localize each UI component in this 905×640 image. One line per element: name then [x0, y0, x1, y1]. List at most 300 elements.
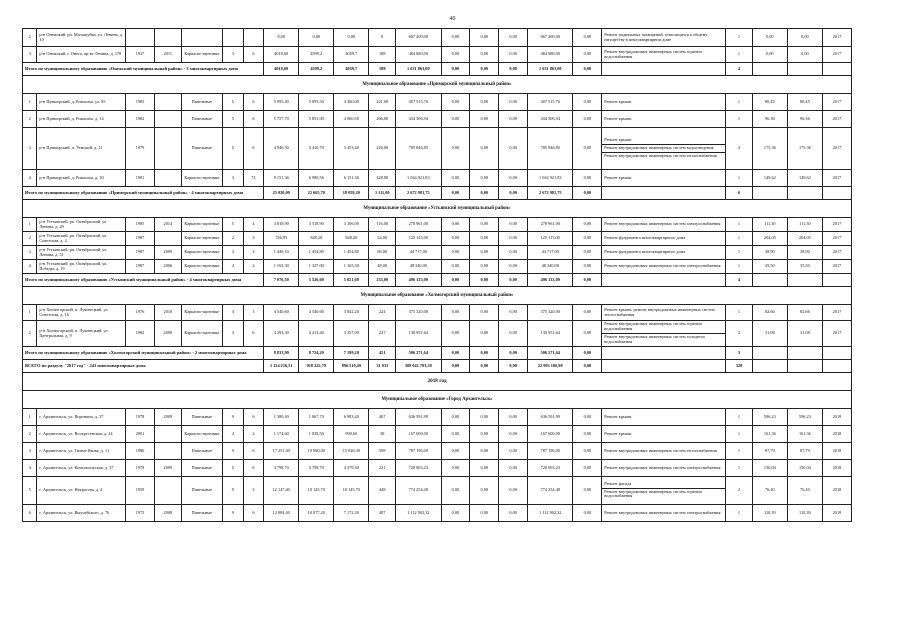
area-residential: 3 453,40: [334, 128, 369, 170]
cost-other: 0,00: [573, 128, 602, 170]
total-area: 0,00: [264, 29, 299, 47]
row-number: 2: [23, 232, 37, 246]
residents: 233,00: [369, 274, 396, 287]
cost-total: 434 306,94: [396, 111, 441, 128]
unit-cost: 80,45: [752, 94, 787, 111]
year-built: 1987: [126, 246, 155, 260]
work-types: [602, 128, 726, 170]
cost-regional: 0,00: [470, 274, 499, 287]
residents: 487: [369, 505, 396, 522]
year-last-repair: [154, 477, 181, 505]
unit-cost: 76,40: [752, 477, 787, 505]
work-item: Ремонт крыши: [604, 98, 632, 104]
area-residential: 1 165,30: [334, 260, 369, 274]
unit-cost: [752, 347, 787, 360]
house-address: р-н Устьянский, рп. Октябрьский, ул. Ленина, д. 51: [37, 246, 126, 260]
year-last-repair: 2009: [154, 460, 181, 477]
floors: 5: [222, 94, 243, 111]
total-area: 4 293,30: [264, 321, 299, 347]
unit-cost-limit: 38,90: [787, 246, 822, 260]
work-list: [604, 249, 723, 256]
entrances: 6: [243, 505, 264, 522]
area-premises: 5 851,00: [299, 111, 334, 128]
work-count: 1: [726, 170, 753, 187]
area-premises: 22 665,70: [299, 187, 334, 200]
work-list: [604, 49, 723, 61]
table-row: [23, 321, 852, 347]
year-last-repair: 2008: [154, 505, 181, 522]
row-number: 2: [23, 426, 37, 443]
row-number: 4: [23, 260, 37, 274]
table-row: [23, 94, 852, 111]
area-residential: 10 145,70: [334, 477, 369, 505]
unit-cost-limit: 96,36: [787, 111, 822, 128]
cost-other: 0,00: [573, 47, 602, 63]
year-last-repair: 2006: [154, 260, 181, 274]
table-row: [23, 305, 852, 321]
year-built: 1982: [126, 111, 155, 128]
unit-cost-limit: 87,79: [787, 443, 822, 460]
subtotal-row: [23, 274, 852, 287]
house-address: р-н Устьянский, рп. Октябрьский, ул. Ленина, д. 49: [37, 218, 126, 232]
cost-total: 407 515,76: [396, 94, 441, 111]
area-residential: 3 306,00: [334, 218, 369, 232]
area-premises: 4599,2: [299, 63, 334, 76]
house-address: г. Архангельск, ул. Воскресенская, д. 24: [37, 426, 126, 443]
work-list: [604, 321, 723, 346]
cost-other: 0,00: [573, 443, 602, 460]
unit-cost: 596,23: [752, 409, 787, 426]
municipality-header-label: Муниципальное образование «Приморский муниципальный район»: [23, 76, 852, 94]
work-count: 2: [726, 477, 753, 505]
entrances: 2: [243, 260, 264, 274]
subtotal-label: Итого по муниципальному образованию «Устьянский муниципальный район» - 4 многоквартирных дома: [23, 274, 264, 287]
row-number: 4: [23, 460, 37, 477]
cost-federal: 0,00: [441, 29, 470, 47]
area-premises: 5 095,50: [299, 94, 334, 111]
unit-cost-limit: 111,30: [787, 218, 822, 232]
area-residential: 7 199,20: [334, 347, 369, 360]
year-last-repair: 2011: [154, 47, 181, 63]
cost-federal: 0,00: [441, 246, 470, 260]
work-count: 1: [726, 443, 753, 460]
wall-material: Панельные: [181, 477, 222, 505]
unit-cost: 149,62: [752, 170, 787, 187]
total-area: 4018,60: [264, 63, 299, 76]
area-premises: 1 067,70: [299, 409, 334, 426]
floors: 9: [222, 443, 243, 460]
residents: 448: [369, 477, 396, 505]
area-residential: 990,60: [334, 426, 369, 443]
residents: 1 111,00: [369, 187, 396, 200]
area-residential: 5 021,60: [334, 274, 369, 287]
cost-regional: 0,00: [470, 477, 499, 505]
year-header-label: 2018 год: [23, 373, 852, 391]
area-residential: 6 151,36: [334, 170, 369, 187]
cost-owners: 496 133,00: [528, 274, 573, 287]
cost-federal: 0,00: [441, 274, 470, 287]
total-area: 1 449,10: [264, 246, 299, 260]
work-list: [604, 263, 723, 270]
cost-other: 0,00: [573, 505, 602, 522]
house-address: р-н Устьянский, рп. Октябрьский, ул. Победы, д. 19: [37, 260, 126, 274]
area-premises: 0,00: [299, 29, 334, 47]
plan-year: [822, 187, 851, 200]
cost-regional: 0,00: [470, 505, 499, 522]
cost-total: 308 041 703,58: [396, 360, 441, 373]
plan-year: 2017: [822, 29, 851, 47]
cost-owners: 720 003,23: [528, 460, 573, 477]
residents: 48,00: [369, 260, 396, 274]
floors: 3: [222, 246, 243, 260]
subtotal-row: [23, 347, 852, 360]
subtotal-label: Итого по муниципальному образованию «Приморский муниципальный район» - 4 многоквартирных дома: [23, 187, 264, 200]
total-area: 3 819,90: [264, 218, 299, 232]
work-item: Ремонт крыши: [604, 174, 632, 180]
work-item: Ремонт крыши, ремонт внутридомовых инженерных систем теплоснабжения: [604, 306, 715, 317]
cost-regional: 0,00: [470, 409, 499, 426]
area-residential: 4 060,50: [334, 111, 369, 128]
subtotal-row: [23, 63, 852, 76]
house-address: р-н Приморский, д. Рикасиха, д. 14: [37, 111, 126, 128]
total-area: 25 020,00: [264, 187, 299, 200]
floors: 2: [222, 232, 243, 246]
year-built: 1981: [126, 170, 155, 187]
year-built: 2001: [126, 426, 155, 443]
work-item: Ремонт внутридомовых инженерных систем горячего водоснабжения: [602, 488, 725, 501]
row-number: 2: [23, 111, 37, 128]
cost-federal: 0,00: [441, 321, 470, 347]
cost-total: 167 600,00: [396, 426, 441, 443]
work-item: Ремонт внутридомовых инженерных систем теплоснабжения: [602, 152, 725, 160]
work-list: [604, 175, 723, 182]
cost-other: 0,00: [573, 170, 602, 187]
work-types: [602, 443, 726, 460]
table-row: [23, 128, 852, 170]
work-count: 1: [726, 232, 753, 246]
plan-year: [822, 360, 851, 373]
floors: [222, 29, 243, 47]
plan-year: [822, 63, 851, 76]
year-built: 1976: [126, 305, 155, 321]
plan-year: [822, 274, 851, 287]
work-list: [604, 235, 723, 242]
cost-local: 0,00: [499, 170, 528, 187]
cost-owners: 375 320,00: [528, 305, 573, 321]
subtotal-label: Итого по муниципальному образованию «Онежский муниципальный район» - 3 многоквартирных дома: [23, 63, 264, 76]
year-last-repair: 2009: [154, 246, 181, 260]
plan-year: 2017: [822, 232, 851, 246]
cost-owners: 636 591,99: [528, 409, 573, 426]
cost-total: 44 717,00: [396, 246, 441, 260]
cost-local: 0,00: [499, 305, 528, 321]
table-row: [23, 47, 852, 63]
unit-cost-limit: 31,08: [787, 321, 822, 347]
unit-cost: [752, 360, 787, 373]
year-last-repair: [154, 111, 181, 128]
cost-other: 0,00: [573, 218, 602, 232]
cost-total: 278 961,00: [396, 218, 441, 232]
cost-other: 0,00: [573, 305, 602, 321]
area-residential: 15 026,30: [334, 443, 369, 460]
cost-owners: 1 631 863,00: [528, 63, 573, 76]
total-area: 1 380,40: [264, 409, 299, 426]
cost-regional: 0,00: [470, 426, 499, 443]
cost-local: 0,00: [499, 218, 528, 232]
year-last-repair: [154, 94, 181, 111]
area-residential: 3 357,00: [334, 321, 369, 347]
area-residential: 4 379,30: [334, 460, 369, 477]
cost-regional: 0,00: [470, 347, 499, 360]
entrances: 6: [243, 460, 264, 477]
wall-material: Каркасно-щитовые: [181, 232, 222, 246]
area-residential: 4059,7: [334, 47, 369, 63]
unit-cost: 204,05: [752, 232, 787, 246]
work-count: 1: [726, 218, 753, 232]
plan-year: 2017: [822, 111, 851, 128]
residents: 221: [369, 460, 396, 477]
cost-other: 0,00: [573, 477, 602, 505]
cost-owners: 2 672 981,75: [528, 187, 573, 200]
house-address: г. Архангельск, ул. Воронина, д. 37: [37, 409, 126, 426]
unit-cost: [752, 63, 787, 76]
total-area: 8 833,90: [264, 347, 299, 360]
row-number: 2: [23, 321, 37, 347]
wall-material: Панельные: [181, 94, 222, 111]
cost-other: 0,00: [573, 360, 602, 373]
house-address: г. Архангельск, ул. Комсомольская, д. 37: [37, 460, 126, 477]
work-list: [604, 32, 723, 44]
wall-material: Панельные: [181, 128, 222, 170]
table-row: [23, 443, 852, 460]
floors: 3: [222, 47, 243, 63]
work-types: [602, 232, 726, 246]
table-row: [23, 218, 852, 232]
work-item: Ремонт крыши: [604, 115, 632, 121]
municipality-header: [23, 200, 852, 218]
area-premises: 4599,2: [299, 47, 334, 63]
cost-federal: 0,00: [441, 63, 470, 76]
row-number: 1: [23, 218, 37, 232]
year-last-repair: [154, 232, 181, 246]
municipality-header: [23, 391, 852, 409]
work-item: Ремонт крыши: [604, 413, 632, 419]
area-premises: 4 410,70: [299, 128, 334, 170]
residents: 31 033: [369, 360, 396, 373]
house-address: р-н Приморский, д. Рикасиха, ул. 85: [37, 94, 126, 111]
cost-owners: 484 680,00: [528, 47, 573, 63]
work-item: Ремонт крыши: [604, 137, 632, 143]
work-item: Ремонт внутридомовых инженерных систем электроснабжения: [604, 464, 721, 470]
unit-cost-limit: 0,00: [787, 47, 822, 63]
year-built: 1987: [126, 232, 155, 246]
unit-cost: 161,36: [752, 426, 787, 443]
unit-cost-limit: 204,05: [787, 232, 822, 246]
floors: 5: [222, 218, 243, 232]
unit-cost-limit: [787, 63, 822, 76]
house-address: р-н Онежский, г. Онега, пр-кт Ленина, д. 178: [37, 47, 126, 63]
cost-owners: 125 115,00: [528, 232, 573, 246]
area-premises: 8 754,20: [299, 347, 334, 360]
residents: 226,00: [369, 128, 396, 170]
work-count: 1: [726, 29, 753, 47]
cost-owners: 167 600,00: [528, 426, 573, 443]
cost-other: 0,00: [573, 347, 602, 360]
area-residential: 0,00: [334, 29, 369, 47]
entrances: 6: [243, 94, 264, 111]
cost-total: 785 846,85: [396, 128, 441, 170]
work-item: Ремонт фундамента многоквартирного дома: [604, 235, 686, 241]
cost-local: 0,00: [499, 360, 528, 373]
unit-cost-limit: 80,45: [787, 94, 822, 111]
cost-local: 0,00: [499, 246, 528, 260]
unit-cost-limit: 175,36: [787, 128, 822, 170]
cost-other: 0,00: [573, 63, 602, 76]
page-number: 40: [449, 16, 456, 22]
work-types: [602, 460, 726, 477]
unit-cost-limit: 0,00: [787, 29, 822, 47]
cost-federal: 0,00: [441, 128, 470, 170]
cost-regional: 0,00: [470, 232, 499, 246]
residents: 188: [369, 63, 396, 76]
floors: 5: [222, 111, 243, 128]
entrances: 72: [243, 170, 264, 187]
cost-owners: 787 196,00: [528, 443, 573, 460]
plan-year: 2017: [822, 218, 851, 232]
residents: 227: [369, 321, 396, 347]
work-count: 1: [726, 260, 753, 274]
house-address: р-н Устьянский, рп. Октябрьский, ул. Советская, д. 2: [37, 232, 126, 246]
work-item: Ремонт внутридомовых инженерных систем холодного водоснабжения: [602, 333, 725, 346]
work-types: [602, 218, 726, 232]
work-count: 1: [726, 111, 753, 128]
work-types: [602, 246, 726, 260]
entrances: 3: [243, 246, 264, 260]
cost-federal: 0,00: [441, 505, 470, 522]
year-built: 1979: [126, 128, 155, 170]
cost-owners: 407 515,76: [528, 94, 573, 111]
table-row: [23, 29, 852, 47]
floors: 9: [222, 505, 243, 522]
entrances: 6: [243, 47, 264, 63]
cost-other: 0,00: [573, 94, 602, 111]
year-last-repair: [154, 426, 181, 443]
cost-federal: 0,00: [441, 111, 470, 128]
cost-local: 0,00: [499, 426, 528, 443]
entrances: 6: [243, 321, 264, 347]
cost-regional: 0,00: [470, 94, 499, 111]
year-built: 1985: [126, 218, 155, 232]
municipality-header: [23, 76, 852, 94]
work-types: [602, 426, 726, 443]
plan-year: 2018: [822, 426, 851, 443]
year-built: 1982: [126, 321, 155, 347]
table-row: [23, 232, 852, 246]
wall-material: Каркасно-щитовые: [181, 218, 222, 232]
wall-material: Панельные: [181, 111, 222, 128]
house-address: р-н Приморский, д. Рикасиха, д. 30: [37, 170, 126, 187]
area-residential: 7 172,30: [334, 505, 369, 522]
cost-federal: 0,00: [441, 426, 470, 443]
work-count: 1: [726, 426, 753, 443]
plan-year: 2018: [822, 409, 851, 426]
cost-other: 0,00: [573, 246, 602, 260]
table-body: [23, 29, 852, 522]
work-item: Ремонт фасада: [604, 480, 632, 486]
total-area: 9 151,36: [264, 170, 299, 187]
floors: 4: [222, 426, 243, 443]
unit-cost: 0,00: [752, 29, 787, 47]
year-built: 1978: [126, 460, 155, 477]
cost-total: 484 680,00: [396, 47, 441, 63]
grand-total-row: [23, 360, 852, 373]
cost-owners: 22 993 106,98: [528, 360, 573, 373]
cost-regional: 0,00: [470, 187, 499, 200]
house-address: г. Архангельск, ул. Выучейского, д. 76: [37, 505, 126, 522]
residents: 451: [369, 347, 396, 360]
entrances: 3: [243, 232, 264, 246]
cost-owners: 48 340,00: [528, 260, 573, 274]
cost-local: 0,00: [499, 477, 528, 505]
cost-total: 1 044 921,83: [396, 170, 441, 187]
subtotal-label: ВСЕГО по разделу "2017 год" - 243 многоквартирных дома: [23, 360, 264, 373]
year-built: 1959: [126, 477, 155, 505]
floors: 3: [222, 321, 243, 347]
work-item: Ремонт внутридомовых инженерных систем теплоснабжения: [604, 447, 717, 453]
unit-cost: 35,50: [752, 260, 787, 274]
area-residential: 3 842,20: [334, 305, 369, 321]
cost-total: 125 115,00: [396, 232, 441, 246]
year-built: 1975: [126, 505, 155, 522]
area-residential: 4 360,00: [334, 94, 369, 111]
cost-local: 0,00: [499, 260, 528, 274]
area-residential: 896 510,49: [334, 360, 369, 373]
row-number: 6: [23, 505, 37, 522]
row-number: 3: [23, 443, 37, 460]
work-count: 320: [726, 360, 753, 373]
unit-cost-limit: [787, 274, 822, 287]
cost-local: 0,00: [499, 29, 528, 47]
wall-material: Каркасно-щитовые: [181, 321, 222, 347]
floors: 9: [222, 409, 243, 426]
work-types: [602, 260, 726, 274]
cost-other: 0,00: [573, 232, 602, 246]
cost-regional: 0,00: [470, 321, 499, 347]
unit-cost-limit: 76,40: [787, 477, 822, 505]
year-last-repair: [154, 128, 181, 170]
row-number: 3: [23, 128, 37, 170]
municipality-header-label: Муниципальное образование «Устьянский муниципальный район»: [23, 200, 852, 218]
cost-regional: 0,00: [470, 260, 499, 274]
cost-total: 636 591,99: [396, 409, 441, 426]
work-item: Ремонт внутридомовых инженерных систем электроснабжения: [604, 221, 721, 227]
cost-total: 2 672 981,75: [396, 187, 441, 200]
cost-regional: 0,00: [470, 63, 499, 76]
cost-federal: 0,00: [441, 47, 470, 63]
row-number: 1: [23, 409, 37, 426]
work-count: 2: [726, 321, 753, 347]
house-address: г. Архангельск, ул. Тимме Якова, д. 11: [37, 443, 126, 460]
cost-regional: 0,00: [470, 111, 499, 128]
cost-regional: 0,00: [470, 305, 499, 321]
unit-cost: 31,08: [752, 321, 787, 347]
house-address: р-н Онежский, рп. Малошуйка, ул. Ленина, д. 10: [37, 29, 126, 47]
table-row: [23, 460, 852, 477]
row-number: 5: [23, 477, 37, 505]
cost-other: 0,00: [573, 187, 602, 200]
subtotal-row: [23, 187, 852, 200]
work-list: [604, 307, 723, 319]
